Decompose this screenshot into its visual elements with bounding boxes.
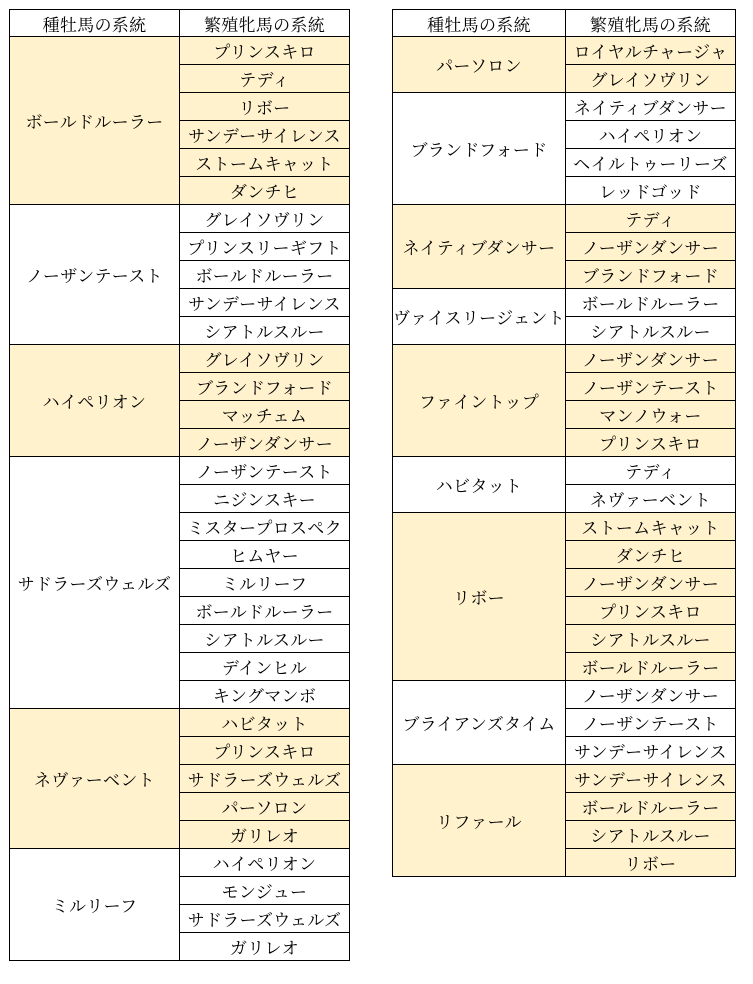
stallion-line-cell: ブライアンズタイム (393, 681, 566, 765)
mare-line-cell: ダンチヒ (565, 541, 735, 569)
stallion-line-cell: サドラーズウェルズ (10, 457, 180, 709)
mare-line-cell: サンデーサイレンス (565, 737, 735, 765)
mare-line-cell: ハイペリオン (180, 849, 350, 877)
mare-line-cell: シアトルスルー (565, 625, 735, 653)
mare-line-cell: グレイソヴリン (565, 65, 735, 93)
mare-line-cell: シアトルスルー (180, 317, 350, 345)
mare-line-cell: デインヒル (180, 653, 350, 681)
mare-line-cell: シアトルスルー (565, 317, 735, 345)
stallion-line-cell: ネヴァーベント (10, 709, 180, 849)
mare-line-cell: グレイソヴリン (180, 205, 350, 233)
table-row (10, 345, 350, 373)
right-pedigree-table (392, 9, 736, 877)
stallion-line-cell: パーソロン (393, 37, 566, 93)
mare-line-cell: シアトルスルー (565, 821, 735, 849)
mare-line-cell: マンノウォー (565, 401, 735, 429)
table-row (10, 849, 350, 877)
mare-line-cell: サドラーズウェルズ (180, 765, 350, 793)
stallion-line-cell: ハビタット (393, 457, 566, 513)
table-row (393, 681, 736, 709)
mare-line-cell: ノーザンダンサー (565, 233, 735, 261)
stallion-line-cell: ネイティブダンサー (393, 205, 566, 289)
table-row (393, 289, 736, 317)
mare-line-cell: サンデーサイレンス (180, 289, 350, 317)
table-row (10, 205, 350, 233)
header-row (10, 10, 350, 37)
right-table-body (393, 37, 736, 877)
mare-line-cell: ロイヤルチャージャ (565, 37, 735, 65)
stallion-line-cell: ボールドルーラー (10, 37, 180, 205)
table-row (10, 457, 350, 485)
mare-line-cell: ミルリーフ (180, 569, 350, 597)
mare-line-cell: サドラーズウェルズ (180, 905, 350, 933)
stallion-line-cell: ハイペリオン (10, 345, 180, 457)
table-row (10, 37, 350, 65)
mare-line-cell: ボールドルーラー (565, 793, 735, 821)
mare-line-cell: ヒムヤー (180, 541, 350, 569)
table-row (393, 765, 736, 793)
table-row (393, 37, 736, 65)
mare-line-cell: ネイティブダンサー (565, 93, 735, 121)
mare-line-cell: マッチェム (180, 401, 350, 429)
mare-line-cell: サンデーサイレンス (565, 765, 735, 793)
table-row (393, 513, 736, 541)
stallion-line-cell: リファール (393, 765, 566, 877)
mare-line-cell: ノーザンダンサー (565, 681, 735, 709)
mare-line-cell: ボールドルーラー (565, 289, 735, 317)
stallion-line-header: 種牡馬の系統 (393, 10, 566, 37)
mare-line-cell: ハビタット (180, 709, 350, 737)
stallion-line-header: 種牡馬の系統 (10, 10, 180, 37)
mare-line-cell: ブランドフォード (565, 261, 735, 289)
mare-line-header: 繁殖牝馬の系統 (565, 10, 735, 37)
mare-line-cell: プリンスキロ (180, 737, 350, 765)
mare-line-cell: パーソロン (180, 793, 350, 821)
mare-line-cell: ノーザンダンサー (565, 569, 735, 597)
table-row (393, 457, 736, 485)
mare-line-cell: テディ (565, 205, 735, 233)
mare-line-cell: モンジュー (180, 877, 350, 905)
mare-line-cell: リボー (565, 849, 735, 877)
table-row (393, 345, 736, 373)
mare-line-cell: キングマンボ (180, 681, 350, 709)
table-row (393, 205, 736, 233)
mare-line-cell: ニジンスキー (180, 485, 350, 513)
mare-line-cell: プリンスキロ (565, 429, 735, 457)
mare-line-cell: ガリレオ (180, 821, 350, 849)
mare-line-cell: サンデーサイレンス (180, 121, 350, 149)
table-row (393, 93, 736, 121)
mare-line-cell: ボールドルーラー (565, 653, 735, 681)
table-row (10, 709, 350, 737)
stallion-line-cell: ミルリーフ (10, 849, 180, 961)
stallion-line-cell: ブランドフォード (393, 93, 566, 205)
mare-line-header: 繁殖牝馬の系統 (180, 10, 350, 37)
mare-line-cell: ノーザンテースト (180, 457, 350, 485)
mare-line-cell: ノーザンテースト (565, 709, 735, 737)
left-pedigree-table (9, 9, 350, 961)
mare-line-cell: レッドゴッド (565, 177, 735, 205)
mare-line-cell: シアトルスルー (180, 625, 350, 653)
mare-line-cell: プリンスリーギフト (180, 233, 350, 261)
mare-line-cell: ノーザンテースト (565, 373, 735, 401)
mare-line-cell: リボー (180, 93, 350, 121)
stallion-line-cell: ヴァイスリージェント (393, 289, 566, 345)
stallion-line-cell: リボー (393, 513, 566, 681)
mare-line-cell: グレイソヴリン (180, 345, 350, 373)
mare-line-cell: ミスタープロスペク (180, 513, 350, 541)
mare-line-cell: ダンチヒ (180, 177, 350, 205)
mare-line-cell: ストームキャット (180, 149, 350, 177)
left-table-body (10, 37, 350, 961)
mare-line-cell: テディ (180, 65, 350, 93)
stallion-line-cell: ノーザンテースト (10, 205, 180, 345)
mare-line-cell: ノーザンダンサー (565, 345, 735, 373)
mare-line-cell: ネヴァーベント (565, 485, 735, 513)
mare-line-cell: ヘイルトゥーリーズ (565, 149, 735, 177)
mare-line-cell: プリンスキロ (565, 597, 735, 625)
mare-line-cell: ハイペリオン (565, 121, 735, 149)
mare-line-cell: ノーザンダンサー (180, 429, 350, 457)
mare-line-cell: プリンスキロ (180, 37, 350, 65)
mare-line-cell: テディ (565, 457, 735, 485)
mare-line-cell: ボールドルーラー (180, 597, 350, 625)
header-row (393, 10, 736, 37)
mare-line-cell: ガリレオ (180, 933, 350, 961)
mare-line-cell: ボールドルーラー (180, 261, 350, 289)
mare-line-cell: ブランドフォード (180, 373, 350, 401)
stallion-line-cell: ファイントップ (393, 345, 566, 457)
mare-line-cell: ストームキャット (565, 513, 735, 541)
